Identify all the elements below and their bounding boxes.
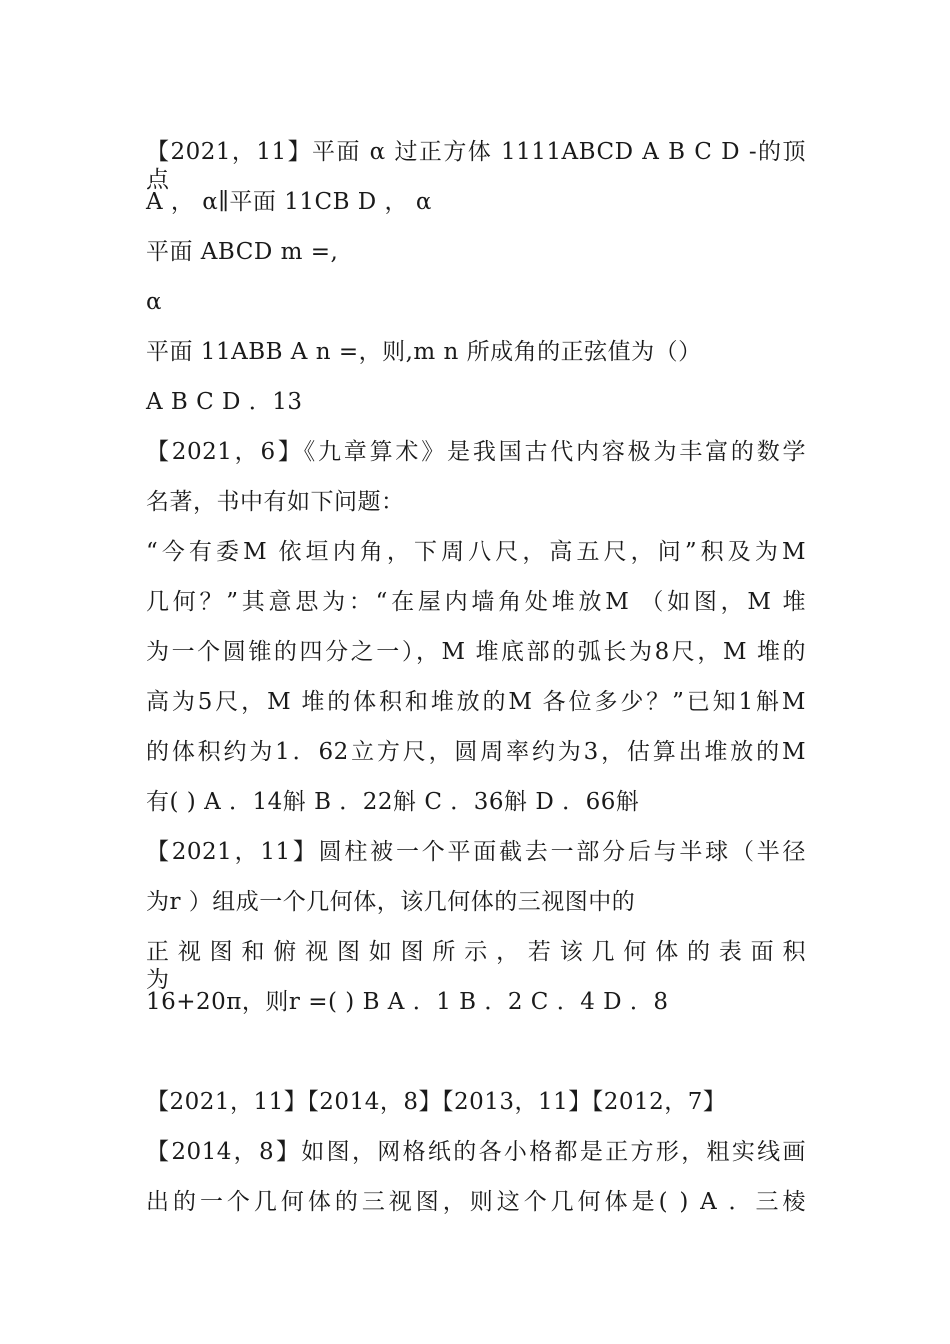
text-line-15: 【2021，11】圆柱被一个平面截去一部分后与半球（半径 bbox=[146, 839, 806, 865]
text-line-5: 平面 11ABB A n =，则,m n 所成角的正弦值为（） bbox=[146, 339, 702, 365]
text-line-17: 正 视 图 和 俯 视 图 如 图 所 示 ， 若 该 几 何 体 的 表 面 积 为 bbox=[146, 939, 806, 993]
text-line-21: 出的一个几何体的三视图，则这个几何体是( ) A ．三棱 bbox=[146, 1189, 806, 1215]
text-line-20: 【2014，8】如图，网格纸的各小格都是正方形，粗实线画 bbox=[146, 1139, 806, 1165]
text-line-11: 为一个圆锥的四分之一），M 堆底部的弧长为8尺，M 堆的 bbox=[146, 639, 806, 665]
text-line-2: A ， α∥平面 11CB D ， α bbox=[146, 189, 432, 215]
text-line-8: 名著，书中有如下问题： bbox=[146, 489, 405, 515]
text-line-4: α bbox=[146, 289, 163, 315]
text-line-3: 平面 ABCD m =, bbox=[146, 239, 339, 265]
text-line-10: 几何？”其意思为：“在屋内墙角处堆放M （如图，M 堆 bbox=[146, 589, 806, 615]
text-line-13: 的体积约为1．62立方尺，圆周率约为3，估算出堆放的M bbox=[146, 739, 806, 765]
text-line-7: 【2021，6】《九章算术》是我国古代内容极为丰富的数学 bbox=[146, 439, 806, 465]
text-line-6: A B C D ．13 bbox=[146, 389, 303, 415]
text-line-1: 【2021，11】平面 α 过正方体 1111ABCD A B C D -的顶点 bbox=[146, 139, 806, 193]
text-line-16: 为r ）组成一个几何体，该几何体的三视图中的 bbox=[146, 889, 636, 915]
text-line-12: 高为5尺，M 堆的体积和堆放的M 各位多少？”已知1斛M bbox=[146, 689, 806, 715]
text-line-19: 【2021，11】【2014，8】【2013，11】【2012，7】 bbox=[146, 1089, 727, 1115]
text-line-9: “今有委M 依垣内角，下周八尺，高五尺，问”积及为M bbox=[146, 539, 806, 565]
text-line-14: 有( ) A ．14斛 B ．22斛 C ．36斛 D ．66斛 bbox=[146, 789, 640, 815]
text-line-18: 16+20π，则r =( ) B A ．1 B ．2 C ．4 D ．8 bbox=[146, 989, 669, 1015]
